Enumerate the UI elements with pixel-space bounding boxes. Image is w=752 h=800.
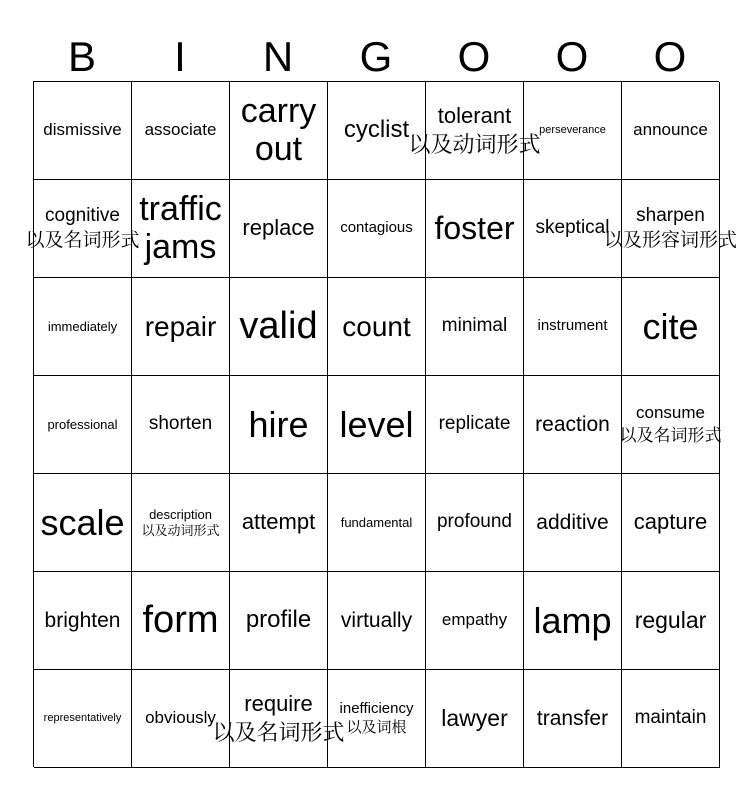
bingo-cell-r0-c0[interactable]: dismissive <box>34 82 132 180</box>
header-letter-o2: O <box>555 33 589 80</box>
bingo-cell-r6-c4[interactable]: lawyer <box>426 670 524 768</box>
bingo-cell-r2-c6[interactable]: cite <box>622 278 720 376</box>
bingo-cell-r5-c6[interactable]: regular <box>622 572 720 670</box>
bingo-cell-r4-c2[interactable]: attempt <box>230 474 328 572</box>
bingo-cell-r4-c3[interactable]: fundamental <box>328 474 426 572</box>
bingo-cell-r2-c3[interactable]: count <box>328 278 426 376</box>
bingo-cell-r0-c2[interactable]: carry out <box>230 82 328 180</box>
header-letter-g: G <box>359 33 393 80</box>
bingo-cell-r2-c5[interactable]: instrument <box>524 278 622 376</box>
bingo-header <box>33 33 719 81</box>
bingo-board <box>25 81 738 767</box>
bingo-cell-r0-c5[interactable]: perseverance <box>524 82 622 180</box>
bingo-cell-r1-c5[interactable]: skeptical <box>524 180 622 278</box>
bingo-cell-r2-c0[interactable]: immediately <box>34 278 132 376</box>
bingo-cell-r6-c6[interactable]: maintain <box>622 670 720 768</box>
bingo-cell-r5-c4[interactable]: empathy <box>426 572 524 670</box>
bingo-cell-r0-c6[interactable]: announce <box>622 82 720 180</box>
bingo-cell-r5-c5[interactable]: lamp <box>524 572 622 670</box>
bingo-cell-r5-c1[interactable]: form <box>132 572 230 670</box>
bingo-cell-r4-c5[interactable]: additive <box>524 474 622 572</box>
bingo-cell-r0-c4[interactable]: tolerant 以及动词形式 <box>426 82 524 180</box>
bingo-cell-r6-c1[interactable]: obviously <box>132 670 230 768</box>
bingo-cell-r6-c3[interactable]: inefficiency 以及词根 <box>328 670 426 768</box>
bingo-cell-r3-c4[interactable]: replicate <box>426 376 524 474</box>
bingo-cell-r5-c3[interactable]: virtually <box>328 572 426 670</box>
header-letter-n: N <box>262 33 294 80</box>
bingo-cell-r4-c4[interactable]: profound <box>426 474 524 572</box>
bingo-cell-r1-c3[interactable]: contagious <box>328 180 426 278</box>
bingo-cell-r2-c2[interactable]: valid <box>230 278 328 376</box>
bingo-cell-r1-c2[interactable]: replace <box>230 180 328 278</box>
bingo-cell-r3-c1[interactable]: shorten <box>132 376 230 474</box>
header-letter-o3: O <box>653 33 687 80</box>
bingo-cell-r3-c2[interactable]: hire <box>230 376 328 474</box>
bingo-cell-r3-c3[interactable]: level <box>328 376 426 474</box>
bingo-cell-r5-c0[interactable]: brighten <box>34 572 132 670</box>
bingo-cell-r3-c6[interactable]: consume 以及名词形式 <box>622 376 720 474</box>
bingo-cell-r0-c1[interactable]: associate <box>132 82 230 180</box>
bingo-cell-r1-c0[interactable]: cognitive 以及名词形式 <box>34 180 132 278</box>
bingo-cell-r4-c1[interactable]: description 以及动词形式 <box>132 474 230 572</box>
bingo-cell-r6-c2[interactable]: require 以及名词形式 <box>230 670 328 768</box>
bingo-cell-r1-c6[interactable]: sharpen 以及形容词形式 <box>622 180 720 278</box>
bingo-cell-r4-c0[interactable]: scale <box>34 474 132 572</box>
bingo-cell-r6-c0[interactable]: representatively <box>34 670 132 768</box>
bingo-cell-r3-c5[interactable]: reaction <box>524 376 622 474</box>
header-letter-o1: O <box>457 33 491 80</box>
bingo-cell-r2-c1[interactable]: repair <box>132 278 230 376</box>
bingo-cell-r6-c5[interactable]: transfer <box>524 670 622 768</box>
bingo-cell-r1-c1[interactable]: traffic jams <box>132 180 230 278</box>
header-letter-b: B <box>67 33 96 80</box>
bingo-cell-r4-c6[interactable]: capture <box>622 474 720 572</box>
bingo-cell-r5-c2[interactable]: profile <box>230 572 328 670</box>
bingo-cell-r3-c0[interactable]: professional <box>34 376 132 474</box>
bingo-cell-r2-c4[interactable]: minimal <box>426 278 524 376</box>
bingo-cell-r1-c4[interactable]: foster <box>426 180 524 278</box>
header-letter-i: I <box>174 33 186 80</box>
bingo-cell-r0-c3[interactable]: cyclist <box>328 82 426 180</box>
